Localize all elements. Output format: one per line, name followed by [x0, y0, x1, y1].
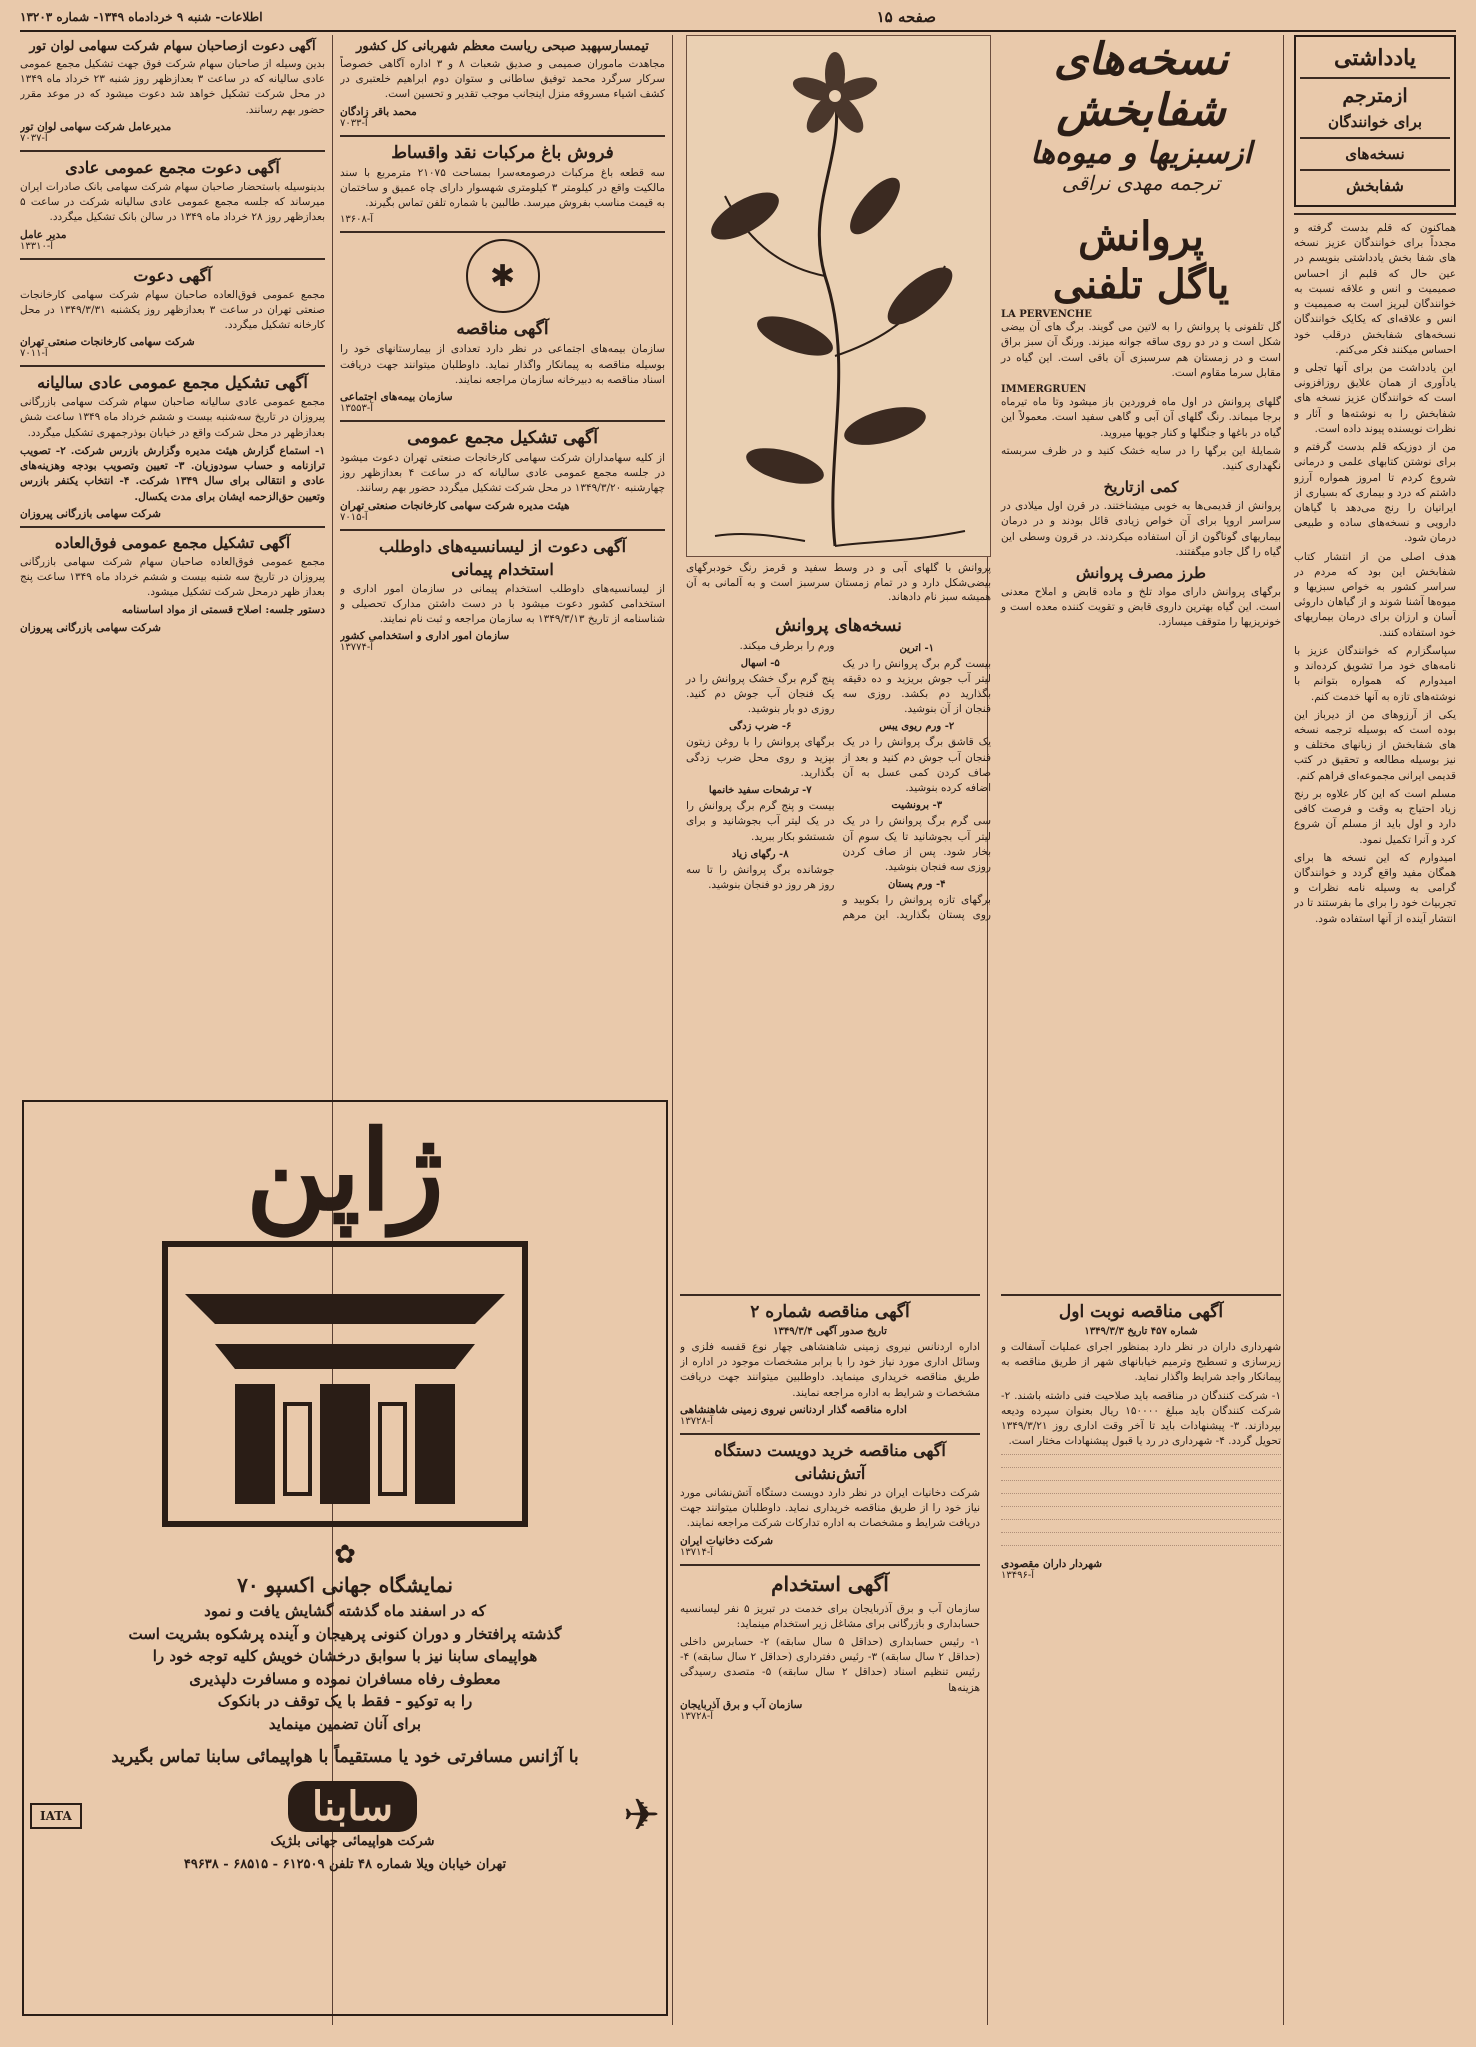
middle-bottom-ads	[680, 1288, 980, 2028]
notice-number: آ-۱۳۳۱۰	[20, 240, 54, 252]
history-heading: کمی ازتاریخ	[1103, 478, 1179, 497]
usage-text: برگهای پروانش دارای مواد تلخ و ماده قابض و املاح معدنی است. این گیاه بهترین داروی قابض و تقویت کننده معده است و خونریزیها را متوقف میسازد.	[1001, 586, 1281, 629]
plant-icon	[685, 36, 990, 556]
sabena-brand: سابنا	[288, 1781, 417, 1832]
employment-number: آ-۱۳۷۲۸	[680, 1710, 714, 1722]
notice-agenda: ۱- استماع گزارش هیئت مدیره وگزارش بازرس شرکت. ۲- تصویب ترازنامه و حساب سودوزیان. ۳- تعیین وتصویب بودجه وهزینه‌های عادی و انتقالی برای سال ۱۳۴۹ شرکت. ۴- انتخاب یکنفر بازرس وتعیین حق‌الزحمه ایشان برای مدت یکسال.	[20, 444, 325, 503]
article-translator: ترجمه مهدی نراقی	[1061, 171, 1221, 196]
recipe-text: برگهای تازه پروانش را بکوبید و روی پستان بگذارید. این مرهم ورم را برطرف میکند.	[739, 639, 991, 922]
notice-text: مجاهدت ماموران صمیمی و صدیق شعبات ۸ و ۳ اداره آگاهی خصوصاً سرکار سرگرد محمد توفیق ساطانی و ستوان دوم ابراهیم خلعتبری در کشف اشیاء مسروقه منزل اینجانب موجب تقدیر و تحسین است.	[340, 58, 665, 101]
notice-heading: فروش باغ مرکبات نقد واقساط	[391, 142, 614, 163]
notice-heading: آگهی دعوت	[133, 265, 212, 285]
notes-paragraph: این یادداشت من برای آنها تجلی و یادآوری از همان علایق روزافزونی است که خوانندگان عزیز نسخه های شفابخش را به نوشته‌ها و آثار و نظرات نویسنده پیوند داده است.	[1294, 361, 1456, 435]
notes-healing: شفابخش	[1346, 177, 1404, 195]
notice-heading: آگهی تشکیل مجمع عمومی عادی سالیانه	[37, 373, 308, 393]
recipe-text: بیست و پنج گرم برگ پروانش را در یک لیتر آب بجوشانید و برای شستشو بکار ببرید.	[686, 800, 835, 843]
employment-text: سازمان آب و برق آذربایجان برای خدمت در تبریز ۵ نفر لیسانسیه حسابداری و بازرگانی برای مشاغل زیر استخدام مینماید:	[680, 1602, 980, 1630]
recipe-text: پنج گرم برگ خشک پروانش را در یک فنجان آب جوش دم کنید. روزی دو بار بنوشید.	[686, 672, 835, 716]
tender-signature: اداره مناقصه گذار اردنانس نیروی زمینی شاهنشاهی	[680, 1403, 907, 1416]
page-number: صفحه ۱۵	[876, 8, 936, 26]
ad-line: برای آنان تضمین مینماید	[268, 1714, 422, 1733]
notice-signature: شرکت سهامی بازرگانی پیروزان	[20, 507, 161, 520]
notice-signature: سازمان بیمه‌های اجتماعی	[340, 390, 453, 403]
recipes-heading: نسخه‌های پروانش	[775, 615, 902, 636]
notice-heading: آگهی دعوت از لیسانسیه‌های داوطلب	[378, 536, 627, 556]
latin-name: LA PERVENCHE	[1001, 309, 1092, 321]
recipe-text: بیست گرم برگ پروانش را در یک لیتر آب جوش بریزید و ده دقیقه بگذارید دم بکشد. روزی سه فنجان از آن بنوشید.	[842, 657, 991, 716]
contact-line: با آژانس مسافرتی خود یا مستقیماً با هواپیمائی سابنا تماس بگیرید	[111, 1747, 579, 1767]
notice-signature: سازمان امور اداری و استخدامی کشور	[340, 630, 510, 643]
notes-for-readers: برای خوانندگان	[1327, 113, 1423, 131]
notice-heading: آگهی تشکیل مجمع عمومی	[407, 427, 598, 448]
notes-prescriptions: نسخه‌های	[1345, 145, 1405, 163]
notice-number: آ-۷۰۱۵	[340, 511, 368, 523]
notice-number: آ-۷۰۱۱	[20, 348, 48, 360]
periwinkle-illustration	[686, 35, 991, 557]
notes-column	[1294, 35, 1456, 930]
notes-paragraph: یکی از آرزوهای من از دیرباز این بوده است که بوسیله ترجمه نسخه های شفابخش از زبانهای مختلف و نیز بوسیله مطالعه و تحقیق در کتب قدیمی ایرانی مجموعه‌ای فراهم کنم.	[1294, 708, 1456, 782]
notice-text: مجمع عمومی عادی سالیانه صاحبان سهام شرکت سهامی بازرگانی پیروزان در تاریخ سه‌شنبه بیست و ششم خرداد ماه ۱۳۴۹ ساعت شش بعدازظهر در محل شرکت واقع در خیابان بوذرجمهری تشکیل میگردد.	[20, 396, 325, 439]
notes-paragraph: هدف اصلی من از انتشار کتاب شفابخش این بود که مردم در سراسر کشور به خواص سبزیها و میوه‌ها آشنا شوند و از گیاهان داروئی آسان و ارزان برای درمان بیماریهای خود استفاده کنند.	[1294, 550, 1456, 639]
recipe-text: سی گرم برگ پروانش را در یک لیتر آب بجوشانید تا یک سوم آن بخار شود. پس از صاف کردن روزی سه فنجان بنوشید.	[842, 815, 991, 873]
tender-conditions: ۱- شرکت کنندگان در مناقصه باید صلاحیت فنی داشته باشند. ۲- شرکت کنندگان باید مبلغ ۱۵۰۰۰۰ ریال بعنوان سپرده ودیعه بپردازند. ۳- پیشنهادات باید تا آخر وقت اداری روز ۱۳۴۹/۳/۲۱ تحویل گردد. ۴- شهرداری در رد یا قبول پیشنهادات مختار است.	[1001, 1389, 1281, 1448]
tender-heading: آگهی مناقصه شماره ۲	[750, 1302, 910, 1322]
tender-number: آ-۱۳۴۹۶	[1001, 1569, 1035, 1581]
tender-number: آ-۱۳۷۲۸	[680, 1415, 714, 1427]
article-intro: گل تلفونی یا پروانش را به لاتین می گویند. برگ های آن بیضی شکل است و در دو روی ساقه جوانه میزند. ورنگ آن سبز براق است و در زمستان هم سرسبزی آن باقی است. این گیاه در مقابل سرما مقاوم است.	[1001, 321, 1281, 379]
recipe-text: جوشانده برگ پروانش را تا سه روز هر روز دو فنجان بنوشید.	[686, 863, 835, 891]
masthead	[20, 8, 1456, 32]
tender-heading: آگهی مناقصه نوبت اول	[1058, 1302, 1224, 1322]
notice-text: سازمان بیمه‌های اجتماعی در نظر دارد تعدادی از بیمارستانهای خود را بوسیله مناقصه به پیمانکار واگذار نماید. داوطلبان میتوانند جهت دریافت اسناد مناقصه به دبیرخانه سازمان مراجعه نمایند.	[340, 343, 665, 386]
ad-line: را به توکیو - فقط با یک توقف در بانکوک	[217, 1692, 473, 1710]
tender-date: تاریخ صدور آگهی ۱۳۴۹/۳/۴	[773, 1326, 887, 1337]
airplane-icon: ✈	[623, 1790, 660, 1842]
article-intro: شمایلهٔ این برگها را در سایه خشک کنید و در ظرف سربسته نگهداری کنید.	[1001, 444, 1281, 472]
recipe-text: یک قاشق برگ پروانش را در یک فنجان آب جوش دم کنید و بعد از صاف کردن کمی عسل به آن اضافه کرده بنوشید.	[842, 736, 991, 795]
recipe-heading: ۴- ورم پستان	[888, 879, 946, 891]
notice-text: مجمع عمومی فوق‌العاده صاحبان سهام شرکت سهامی کارخانجات صنعتی تهران در ساعت ۳ بعدازظهر روز یکشنبه ۱۳۴۹/۳/۳۱ در محل کارخانه تشکیل میگردد.	[20, 288, 325, 331]
recipe-heading: ۸- رگهای زیاد	[731, 848, 789, 860]
notice-signature: مدیر عامل	[20, 228, 67, 241]
article-subheadline: ازسبزیها و میوه‌ها	[1030, 136, 1252, 172]
tender-text: اداره اردنانس نیروی زمینی شاهنشاهی چهار نوع قفسه فلزی و وسائل اداری مورد نیاز خود را با برابر مشخصات موجود در اداره از طریق مناقصه خریداری مینماید. داوطلبین میتوانند جهت دریافت مشخصات و شرایط به اداره مراجعه نمایند.	[680, 1341, 980, 1399]
notes-from-translator: ازمترجم	[1342, 85, 1408, 107]
sabena-address: تهران خیابان ویلا شماره ۴۸ تلفن ۶۱۲۵۰۹ - ۶۸۵۱۵ - ۴۹۶۳۸	[183, 1857, 507, 1872]
left-notices-column	[20, 35, 325, 1105]
fire-tender-number: آ-۱۳۷۱۴	[680, 1546, 714, 1558]
notice-number: آ-۷۰۳۷	[20, 132, 48, 144]
notes-paragraph: سپاسگزارم که خوانندگان عزیز با نامه‌های خود مرا تشویق کرده‌اند و امیدوارم که همواره بتوانم با نوشته‌های تازه به آنها خدمت کنم.	[1294, 644, 1456, 703]
notice-heading: آگهی مناقصه	[456, 319, 549, 340]
notice-heading: آگهی دعوت مجمع عمومی عادی	[65, 157, 280, 177]
notices-column	[340, 35, 665, 1115]
notice-agenda: دستور جلسه: اصلاح قسمتی از مواد اساسنامه	[121, 604, 325, 617]
history-text: پروانش از قدیمی‌ها به خوبی میشناختند. در قرن اول میلادی در سراسر اروپا برای آن خواص زیادی قائل بودند و در درمان بیماریهای گوناگون از آن استفاده میکردند. در قرون وسطی این گیاه را گل جادو میگفتند.	[1001, 500, 1281, 558]
german-name: IMMERGRUEN	[1001, 384, 1087, 396]
notes-paragraph: من از دوزیکه قلم بدست گرفتم و برای نوشتن کتابهای علمی و درمانی شروع کردم تا امروز همواره آرزو داشتم که درد و بیماری که بسیاری از ایرانیان را رنج می‌دهد با گیاهان دارویی و نسخه‌های ساده و طبیعی درمان شود.	[1294, 441, 1456, 545]
article-headline: نسخه‌های شفابخش	[1053, 35, 1229, 136]
notice-text: بدینوسیله باستحضار صاحبان سهام شرکت سهامی بانک صادرات ایران میرساند که جلسه مجمع عمومی عادی سالیانه شرکت در ساعت ۵ بعدازظهر روز ۲۸ خرداد ماه ۱۳۴۹ در سالن بانک تشکیل میگردد.	[20, 180, 325, 224]
japan-logo: ژاپن	[245, 1106, 445, 1235]
tender-signature: شهردار داران مقصودی	[1001, 1557, 1103, 1570]
notice-number: آ-۱۳۵۵۳	[340, 402, 374, 414]
illustration-caption: پروانش با گلهای آبی و در وسط سفید و قرمز رنگ خودبرگهای بیضی‌شکل دارد و در تمام زمستان سرسبز است و به آلمانی به آن همیشه سبز نام دادهاند.	[686, 562, 991, 604]
fire-tender-heading-2: آتش‌نشانی	[794, 1463, 866, 1483]
recipe-heading: ۲- ورم ریوی یبس	[879, 721, 955, 733]
notice-text: سه قطعه باغ مرکبات درصومعه‌سرا بمساحت ۲۱۰۷۵ مترمربع با سند مالکیت واقع در کیلومتر ۳ کیلومتری شهسوار دارای چاه عمیق و ساختمان به قیمت مناسب بفروش میرسد. طالبین با شماره تلفن تماس بگیرند.	[340, 166, 665, 210]
date-line: اطلاعات- شنبه ۹ خردادماه ۱۳۴۹- شماره ۱۳۲۰۳	[20, 10, 263, 24]
notice-text: از لیسانسیه‌های داوطلب استخدام پیمانی در سازمان امور اداری و استخدامی کشور دعوت میشود با در دست داشتن مدارک تحصیلی و شناسنامه از تاریخ ۱۳۴۹/۳/۱۳ به سازمان مراجعه و ثبت نام نمایند.	[340, 582, 665, 626]
notice-heading: آگهی تشکیل مجمع عمومی فوق‌العاده	[54, 533, 291, 552]
fire-tender-signature: شرکت دخانیات ایران	[680, 1534, 774, 1547]
usage-heading: طرز مصرف پروانش	[1076, 564, 1206, 583]
iata-badge: IATA	[30, 1803, 82, 1829]
notice-number: آ-۷۰۳۳	[340, 117, 368, 129]
expo-title: نمایشگاه جهانی اکسپو ۷۰	[237, 1573, 453, 1597]
notes-paragraph: امیدوارم که این نسخه ها برای همگان مفید واقع گردد و خوانندگان گرامی به وسیله نامه نظرات و تجربیات خود را برای ما بفرستند تا در انتشار آینده از آنها استفاده شود.	[1294, 851, 1456, 925]
sabena-advertisement	[22, 1100, 668, 2016]
notice-signature: محمد باقر زادگان	[340, 105, 417, 118]
tender-date: شماره ۴۵۷ تاریخ ۱۳۴۹/۳/۳	[1084, 1326, 1198, 1337]
notice-heading: آگهی دعوت ازصاحبان سهام شرکت سهامی لوان تور	[29, 39, 316, 54]
notice-text: مجمع عمومی فوق‌العاده صاحبان سهام شرکت سهامی بازرگانی پیروزان در تاریخ سه شنبه بیست و ششم خرداد ماه ۱۳۴۹ ساعت پنج بعداز ظهر درمحل شرکت تشکیل میشود.	[20, 555, 325, 599]
recipe-heading: ۳- برونشیت	[891, 800, 943, 812]
notice-signature: شرکت سهامی کارخانجات صنعتی تهران	[20, 336, 195, 349]
sabena-subtitle: شرکت هواپیمائی جهانی بلژیک	[270, 1833, 435, 1849]
article-intro: گلهای پروانش در اول ماه فروردین باز میشود وتا ماه تیرماه برجا میماند. رنگ گلهای آن آبی و گاهی سفید است. معمولاً این گیاه در باغها و جنگلها و کنار جویها میروید.	[1001, 396, 1281, 439]
article-title: پروانش	[1078, 213, 1204, 261]
article-title-alt: یاگل تلفنی	[1052, 261, 1230, 309]
insurance-seal-icon: ✱	[466, 239, 540, 313]
flower-icon: ✿	[334, 1540, 356, 1570]
recipe-heading: ۷- ترشحات سفید خانمها	[708, 785, 812, 797]
notice-signature: شرکت سهامی بازرگانی پیروزان	[20, 621, 161, 634]
notice-signature: مدیرعامل شرکت سهامی لوان تور	[20, 120, 172, 133]
fire-tender-heading: آگهی مناقصه خرید دویست دستگاه	[714, 1440, 946, 1460]
notice-text: بدین وسیله از صاحبان سهام شرکت فوق جهت تشکیل مجمع عمومی عادی سالیانه که در ساعت ۳ بعدازظهر روز شنبه ۲۳ خرداد ماه ۱۳۴۹ در محل شرکت تشکیل خواهد شد دعوت میشود که در موعد مقرر حضور بهم رسانند.	[20, 58, 325, 116]
notes-title: یادداشتی	[1334, 45, 1416, 71]
employment-heading: آگهی استخدام	[771, 1571, 889, 1596]
recipe-text: برگهای پروانش را با روغن زیتون بپزید و روی محل ضرب زدگی بگذارید.	[686, 736, 835, 779]
notice-signature: هیئت مدیره شرکت سهامی کارخانجات صنعتی تهران	[340, 499, 570, 512]
notice-number: آ-۱۳۶۰۸	[340, 214, 374, 226]
ad-line: که در اسفند ماه گذشته گشایش یافت و نمود	[204, 1602, 486, 1620]
recipe-heading: ۶- ضرب زدگی	[729, 721, 792, 733]
fire-tender-text: شرکت دخانیات ایران در نظر دارد دویست دستگاه آتش‌نشانی مورد نیاز خود را از طریق مناقصه خریداری نماید. داوطلبان میتوانند جهت دریافت شرایط و مشخصات به اداره تدارکات شرکت مراجعه نمایند.	[680, 1486, 980, 1530]
notice-text: از کلیه سهامداران شرکت سهامی کارخانجات صنعتی تهران دعوت میشود در جلسه مجمع عمومی عادی سالیانه که در ساعت ۴ بعدازظهر روز چهارشنبه ۱۳۴۹/۳/۲۰ در محل شرکت تشکیل میگردد حضور بهم رسانند.	[340, 451, 665, 495]
recipe-heading: ۵- اسهال	[740, 657, 780, 669]
ad-line: هواپیمای سابنا نیز با سوابق درخشان خویش کلیه توجه خود را	[152, 1647, 538, 1665]
ad-line: معطوف رفاه مسافران نموده و مسافرت دلپذیری	[189, 1669, 501, 1688]
employment-signature: سازمان آب و برق آذربایجان	[680, 1698, 803, 1711]
notes-paragraph: هماکنون که قلم بدست گرفته و مجدداً برای خوانندگان عزیز نسخه های شفا بخش یادداشتی بنویسم در عین حال که قلبم از احساس صمیمیت و انس و علاقه نسبت به خوانندگان لبریز است به صمیمیت و انس و علاقه‌ای که یکایک خوانندگان نسخه‌های شفابخش درقلب خود احساس میکنند فکر می‌کنم.	[1294, 222, 1456, 356]
employment-list: ۱- رئیس حسابداری (حداقل ۵ سال سابقه) ۲- حسابرس داخلی (حداقل ۲ سال سابقه) ۳- رئیس دفترداری (حداقل ۲ سال سابقه) ۴- رئیس تنظیم اسناد (حداقل ۲ سال سابقه) ۵- متصدی رسیدگی هزینه‌ها	[680, 1635, 980, 1694]
notice-subheading: استخدام پیمانی	[451, 559, 554, 579]
pagoda-icon	[145, 1234, 545, 1534]
article-column	[681, 35, 1281, 1280]
notes-paragraph: مسلم است که این کار علاوه بر رنج زیاد احتیاج به وقت و فرصت کافی دارد و اول باید از مسلم آن شروع کرد و آنرا تکمیل نمود.	[1294, 787, 1456, 846]
tender-text: شهرداری داران در نظر دارد بمنظور اجرای عملیات آسفالت و زیرسازی و تسطیح وترمیم خیابانهای شهر از طریق مناقصه به پیمانکار واجد شرایط واگذار نماید.	[1001, 1341, 1281, 1384]
ad-line: گذشته پرافتخار و دوران کنونی پرهیجان و آینده پرشکوه بشریت است	[128, 1624, 562, 1643]
notice-heading: تیمسارسپهبد صبحی رياست معظم شهربانی کل کشور	[356, 39, 649, 54]
municipality-tender	[1001, 1288, 1281, 2028]
notice-number: آ-۱۳۷۷۴	[340, 642, 374, 654]
recipe-heading: ۱- اترین	[899, 642, 934, 654]
